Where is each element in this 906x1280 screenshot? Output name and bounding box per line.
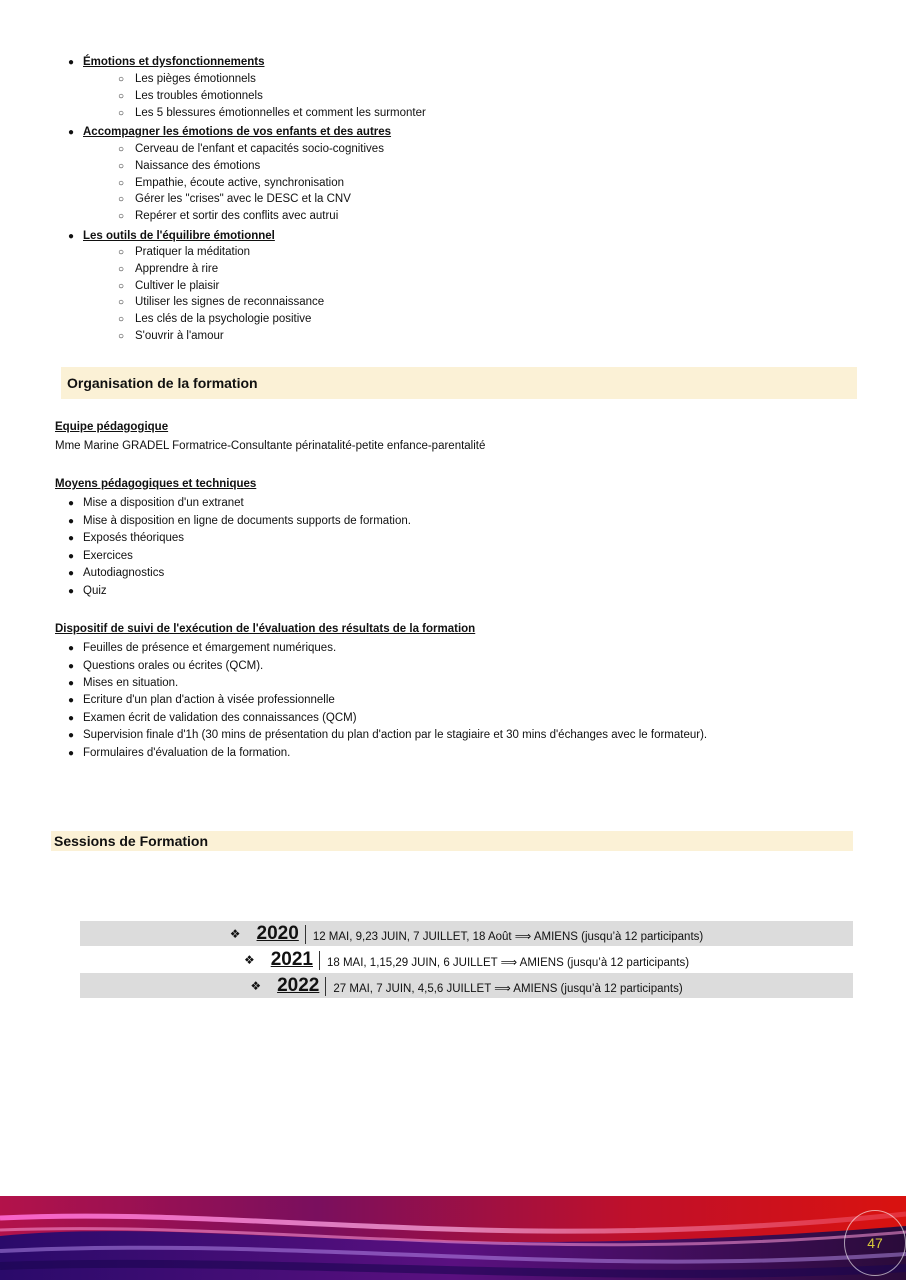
circle-bullet-icon: ○ <box>118 264 125 275</box>
evaluation-item: Examen écrit de validation des connaissances (QCM) <box>83 712 357 724</box>
content-heading: Les outils de l'équilibre émotionnel <box>83 230 275 242</box>
session-year: 2022 <box>277 975 320 996</box>
circle-bullet-icon: ○ <box>118 144 125 155</box>
bullet-icon: ● <box>68 730 75 741</box>
session-year: 2020 <box>256 923 299 944</box>
evaluation-item: Formulaires d'évaluation de la formation. <box>83 747 291 759</box>
content-item: Les 5 blessures émotionnelles et comment les surmonter <box>135 107 426 119</box>
circle-bullet-icon: ○ <box>118 108 125 119</box>
evaluation-item: Ecriture d'un plan d'action à visée professionnelle <box>83 694 335 706</box>
separator <box>305 925 306 944</box>
means-item: Exposés théoriques <box>83 532 185 544</box>
bullet-icon: ● <box>68 533 75 544</box>
content-item: Naissance des émotions <box>135 160 261 172</box>
content-item: Gérer les "crises" avec le DESC et la CNV <box>135 193 351 205</box>
bullet-icon: ● <box>68 127 75 138</box>
team-text: Mme Marine GRADEL Formatrice-Consultante périnatalité-petite enfance-parentalité <box>55 440 486 452</box>
diamond-bullet-icon: ❖ <box>229 927 241 941</box>
circle-bullet-icon: ○ <box>118 194 125 205</box>
session-row <box>80 973 853 998</box>
footer-decoration <box>0 1196 906 1280</box>
circle-bullet-icon: ○ <box>118 281 125 292</box>
circle-bullet-icon: ○ <box>118 247 125 258</box>
content-item: Apprendre à rire <box>135 263 219 275</box>
means-item: Mise a disposition d'un extranet <box>83 497 244 509</box>
session-dates: 27 MAI, 7 JUIN, 4,5,6 JUILLET ⟹ AMIENS (jusqu’à 12 participants) <box>333 983 683 995</box>
content-item: Cerveau de l'enfant et capacités socio-cognitives <box>135 143 384 155</box>
separator <box>325 977 326 996</box>
session-dates: 12 MAI, 9,23 JUIN, 7 JUILLET, 18 Août ⟹ AMIENS (jusqu’à 12 participants) <box>312 931 704 943</box>
means-item: Exercices <box>83 550 133 562</box>
content-item: Repérer et sortir des conflits avec autrui <box>135 210 339 222</box>
content-item: Les pièges émotionnels <box>135 73 256 85</box>
team-title: Equipe pédagogique <box>55 421 169 433</box>
bullet-icon: ● <box>68 643 75 654</box>
content-item: Les troubles émotionnels <box>135 90 263 102</box>
sessions-section-header: Sessions de Formation <box>51 831 853 851</box>
circle-bullet-icon: ○ <box>118 211 125 222</box>
evaluation-item: Questions orales ou écrites (QCM). <box>83 660 264 672</box>
content-item: Les clés de la psychologie positive <box>135 313 312 325</box>
bullet-icon: ● <box>68 551 75 562</box>
bullet-icon: ● <box>68 568 75 579</box>
bullet-icon: ● <box>68 748 75 759</box>
means-item: Quiz <box>83 585 107 597</box>
bullet-icon: ● <box>68 586 75 597</box>
evaluation-item: Supervision finale d'1h (30 mins de présentation du plan d'action par le stagiaire et 30 mins d'échanges avec le formateur). <box>83 729 708 741</box>
circle-bullet-icon: ○ <box>118 314 125 325</box>
bullet-icon: ● <box>68 498 75 509</box>
organisation-section-header: Organisation de la formation <box>61 367 857 399</box>
circle-bullet-icon: ○ <box>118 297 125 308</box>
bullet-icon: ● <box>68 678 75 689</box>
bullet-icon: ● <box>68 695 75 706</box>
means-item: Mise à disposition en ligne de documents supports de formation. <box>83 515 411 527</box>
circle-bullet-icon: ○ <box>118 178 125 189</box>
content-heading: Émotions et dysfonctionnements <box>83 56 265 68</box>
session-row <box>80 921 853 946</box>
diamond-bullet-icon: ❖ <box>243 953 255 967</box>
circle-bullet-icon: ○ <box>118 161 125 172</box>
separator <box>319 951 320 970</box>
bullet-icon: ● <box>68 661 75 672</box>
circle-bullet-icon: ○ <box>118 91 125 102</box>
evaluation-item: Feuilles de présence et émargement numériques. <box>83 642 337 654</box>
bullet-icon: ● <box>68 57 75 68</box>
session-year: 2021 <box>270 949 313 970</box>
evaluation-item: Mises en situation. <box>83 677 179 689</box>
session-dates: 18 MAI, 1,15,29 JUIN, 6 JUILLET ⟹ AMIENS (jusqu’à 12 participants) <box>326 957 690 969</box>
circle-bullet-icon: ○ <box>118 331 125 342</box>
content-item: Empathie, écoute active, synchronisation <box>135 177 345 189</box>
evaluation-title: Dispositif de suivi de l'exécution de l'évaluation des résultats de la formation <box>55 623 476 635</box>
bullet-icon: ● <box>68 231 75 242</box>
circle-bullet-icon: ○ <box>118 74 125 85</box>
footer-wave-graphic <box>0 1196 906 1280</box>
content-item: Utiliser les signes de reconnaissance <box>135 296 325 308</box>
session-row <box>80 947 853 972</box>
bullet-icon: ● <box>68 713 75 724</box>
content-item: S'ouvrir à l'amour <box>135 330 224 342</box>
bullet-icon: ● <box>68 516 75 527</box>
content-heading: Accompagner les émotions de vos enfants et des autres <box>83 126 392 138</box>
means-item: Autodiagnostics <box>83 567 165 579</box>
means-title: Moyens pédagogiques et techniques <box>55 478 257 490</box>
diamond-bullet-icon: ❖ <box>250 979 262 993</box>
content-item: Pratiquer la méditation <box>135 246 251 258</box>
content-item: Cultiver le plaisir <box>135 280 220 292</box>
page-number: 47 <box>844 1210 906 1276</box>
